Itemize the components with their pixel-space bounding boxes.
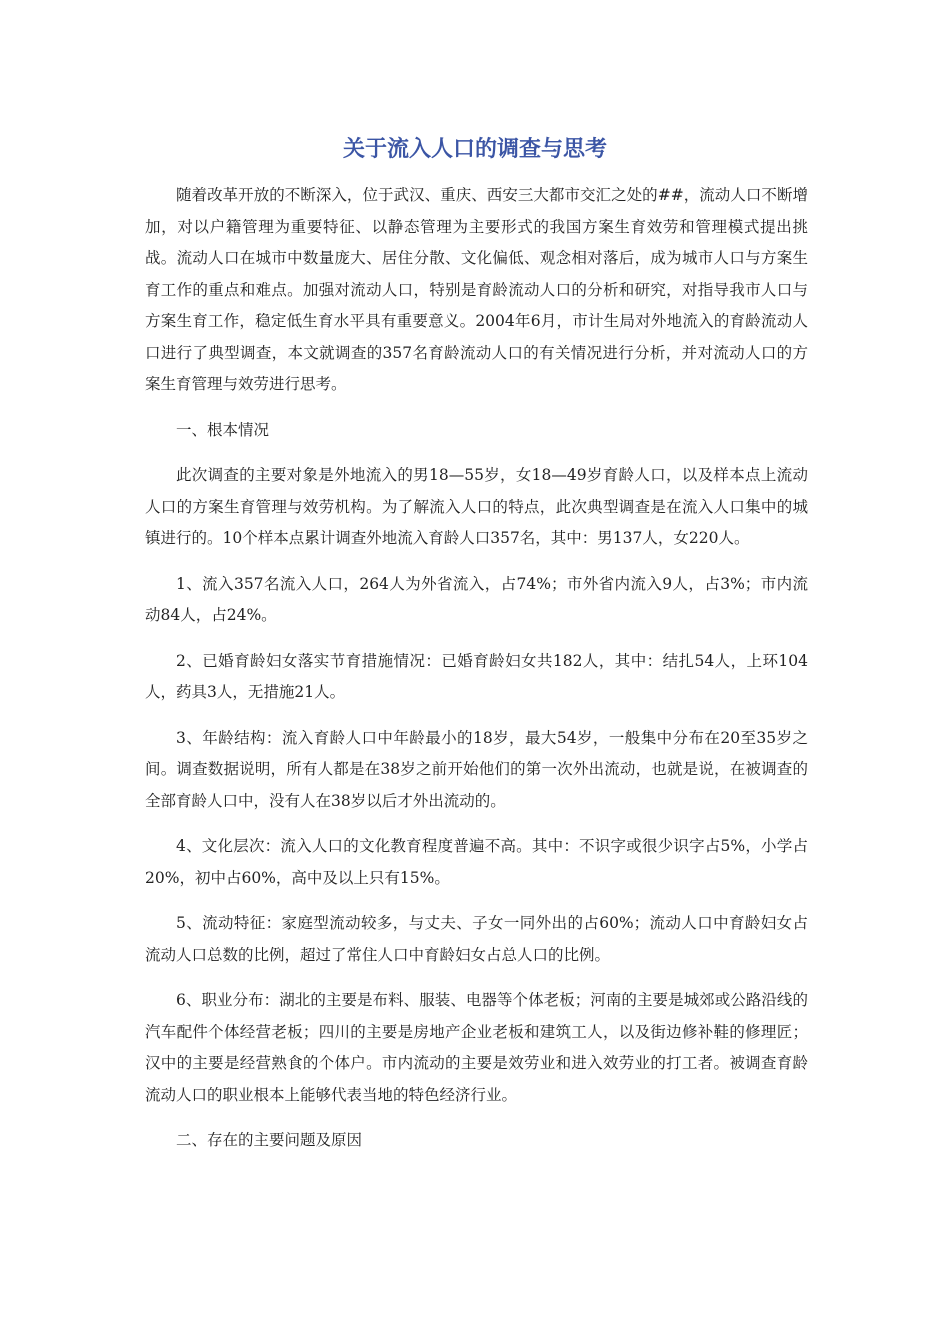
paragraph-item-2: 2、已婚育龄妇女落实节育措施情况：已婚育龄妇女共182人，其中：结扎54人，上环104人，药具3人，无措施21人。: [145, 651, 808, 701]
document-body: [145, 180, 808, 1171]
paragraph-item-4: 4、文化层次：流入人口的文化教育程度普遍不高。其中：不识字或很少识字占5%，小学占20%，初中占60%，高中及以上只有15%。: [145, 837, 808, 887]
section-heading-main-problems: 二、存在的主要问题及原因: [176, 1131, 363, 1149]
paragraph-item-1: 1、流入357名流入人口，264人为外省流入，占74%；市外省内流入9人，占3%；市内流动84人，占24%。: [145, 574, 808, 624]
paragraph-item-5: 5、流动特征：家庭型流动较多，与丈夫、子女一同外出的占60%；流动人口中育龄妇女占流动人口总数的比例，超过了常住人口中育龄妇女占总人口的比例。: [145, 914, 808, 964]
paragraph-item-3: 3、年龄结构：流入育龄人口中年龄最小的18岁，最大54岁，一般集中分布在20至35岁之间。调查数据说明，所有人都是在38岁之前开始他们的第一次外出流动，也就是说，在被调查的全部育龄人口中，没有人在38岁以后才外出流动的。: [145, 728, 808, 810]
document-title: 关于流入人口的调查与思考: [342, 137, 607, 162]
paragraph-intro: 随着改革开放的不断深入，位于武汉、重庆、西安三大都市交汇之处的##，流动人口不断增加，对以户籍管理为重要特征、以静态管理为主要形式的我国方案生育效劳和管理模式提出挑战。流动人口在城市中数量庞大、居住分散、文化偏低、观念相对落后，成为城市人口与方案生育工作的重点和难点。加强对流动人口，特别是育龄流动人口的分析和研究，对指导我市人口与方案生育工作，稳定低生育水平具有重要意义。2004年6月，市计生局对外地流入的育龄流动人口进行了典型调查，本文就调查的357名育龄流动人口的有关情况进行分析，并对流动人口的方案生育管理与效劳进行思考。: [145, 186, 808, 393]
paragraph-item-6: 6、职业分布：湖北的主要是布料、服装、电器等个体老板；河南的主要是城郊或公路沿线的汽车配件个体经营老板；四川的主要是房地产企业老板和建筑工人，以及街边修补鞋的修理匠；汉中的主要是经营熟食的个体户。市内流动的主要是效劳业和进入效劳业的打工者。被调查育龄流动人口的职业根本上能够代表当地的特色经济行业。: [145, 991, 808, 1104]
section-heading-basic-situation: 一、根本情况: [176, 420, 270, 439]
paragraph-survey-scope: 此次调查的主要对象是外地流入的男18—55岁，女18—49岁育龄人口，以及样本点上流动人口的方案生育管理与效劳机构。为了解流入人口的特点，此次典型调查是在流入人口集中的城镇进行的。10个样本点累计调查外地流入育龄人口357名，其中：男137人，女220人。: [145, 466, 808, 547]
